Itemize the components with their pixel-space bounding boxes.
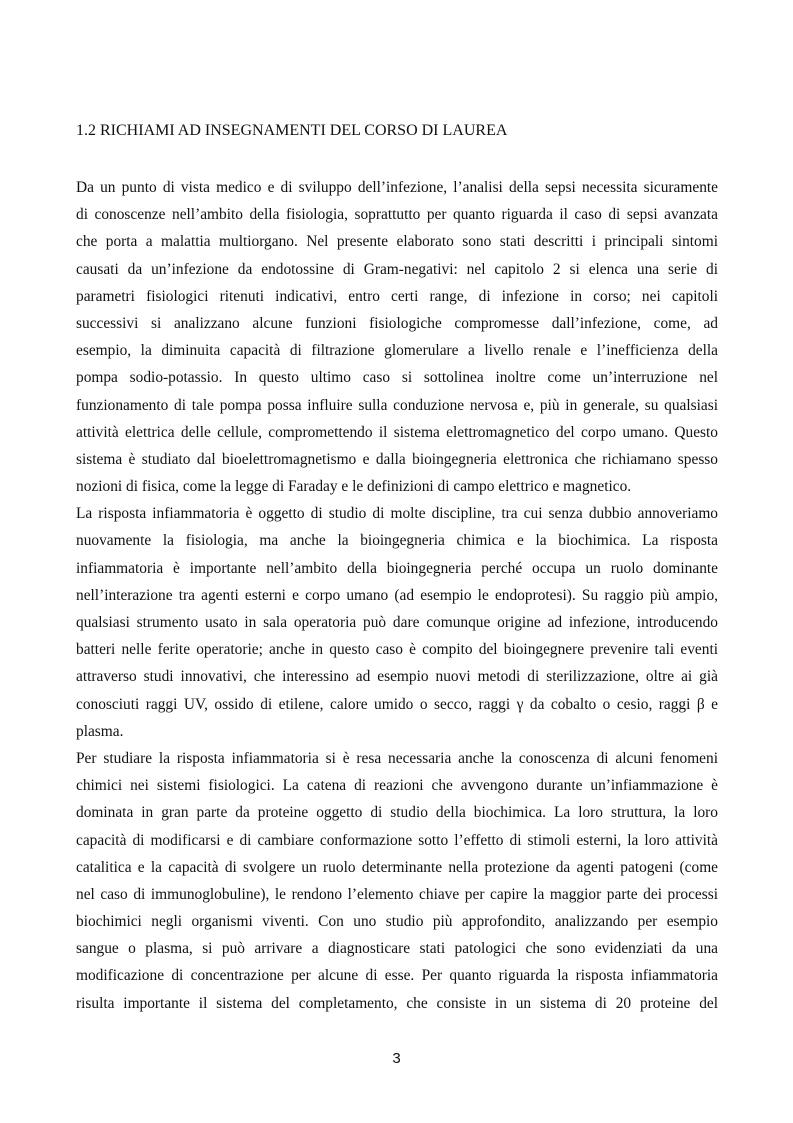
text-line: capacità di modificarsi e di cambiare conformazione sotto l’effetto di stimoli esterni, la loro attività	[76, 831, 718, 849]
paragraph	[76, 500, 718, 745]
text-line: plasma.	[76, 722, 124, 740]
text-line: catalitica e la capacità di svolgere un ruolo determinante nella protezione da agenti patogeni (come	[76, 858, 718, 876]
text-line: esempio, la diminuita capacità di filtrazione glomerulare a livello renale e l’inefficienza della	[76, 342, 718, 360]
text-line: infiammatoria è importante nell’ambito della bioingegneria perché occupa un ruolo dominante	[76, 559, 718, 577]
text-line: attività elettrica delle cellule, compromettendo il sistema elettromagnetico del corpo umano. Questo	[76, 423, 718, 441]
text-line: sangue o plasma, si può arrivare a diagnosticare stati patologici che sono evidenziati da una	[76, 940, 718, 958]
paragraph	[76, 174, 718, 500]
text-line: pompa sodio-potassio. In questo ultimo caso si sottolinea inoltre come un’interruzione nel	[76, 369, 718, 387]
text-line: Da un punto di vista medico e di sviluppo dell’infezione, l’analisi della sepsi necessita sicuramente	[76, 179, 718, 196]
text-line: attraverso studi innovativi, che interessino ad esempio nuovi metodi di sterilizzazione, oltre ai già	[76, 668, 718, 686]
text-line: parametri fisiologici ritenuti indicativi, entro certi range, di infezione in corso; nei capitoli	[76, 287, 718, 305]
text-line: causati da un’infezione da endotossine di Gram-negativi: nel capitolo 2 si elenca una serie di	[76, 260, 718, 278]
text-line: batteri nelle ferite operatorie; anche in questo caso è compito del bioingegnere prevenire tali eventi	[76, 641, 718, 659]
text-line: nuovamente la fisiologia, ma anche la bioingegneria chimica e la biochimica. La risposta	[76, 532, 718, 550]
text-line: nozioni di fisica, come la legge di Faraday e le definizioni di campo elettrico e magnetico.	[76, 478, 632, 496]
text-line: chimici nei sistemi fisiologici. La catena di reazioni che avvengono durante un’infiammazione è	[76, 777, 718, 795]
text-line: nell’interazione tra agenti esterni e corpo umano (ad esempio le endoprotesi). Su raggio più ampio,	[76, 586, 718, 604]
text-line: modificazione di concentrazione per alcune di esse. Per quanto riguarda la risposta infiammatoria	[76, 967, 718, 985]
text-line: di conoscenze nell’ambito della fisiologia, soprattutto per quanto riguarda il caso di sepsi avanzata	[76, 206, 718, 224]
text-line: risulta importante il sistema del completamento, che consiste in un sistema di 20 proteine del	[76, 994, 718, 1012]
text-line: conosciuti raggi UV, ossido di etilene, calore umido o secco, raggi γ da cobalto o cesio, raggi β e	[76, 695, 718, 713]
text-line: La risposta infiammatoria è oggetto di studio di molte discipline, tra cui senza dubbio annoveriamo	[76, 505, 718, 523]
text-line: dominata in gran parte da proteine oggetto di studio della biochimica. La loro struttura, la loro	[76, 804, 718, 822]
text-line: biochimici negli organismi viventi. Con uno studio più approfondito, analizzando per esempio	[76, 913, 718, 931]
text-line: Per studiare la risposta infiammatoria si è resa necessaria anche la conoscenza di alcuni fenomeni	[76, 749, 718, 767]
text-line: successivi si analizzano alcune funzioni fisiologiche compromesse dall’infezione, come, ad	[76, 314, 718, 332]
text-line: sistema è studiato dal bioelettromagnetismo e dalla bioingegneria elettronica che richiamano spesso	[76, 450, 718, 468]
section-heading: 1.2 RICHIAMI AD INSEGNAMENTI DEL CORSO DI LAUREA	[76, 122, 508, 139]
text-line: che porta a malattia multiorgano. Nel presente elaborato sono stati descritti i principali sintomi	[76, 233, 718, 251]
paragraph	[76, 745, 718, 1017]
text-line: nel caso di immunoglobuline), le rendono l’elemento chiave per capire la maggior parte dei processi	[76, 885, 718, 903]
body-text	[76, 174, 718, 1017]
text-line: qualsiasi strumento usato in sala operatoria può dare comunque origine ad infezione, introducendo	[76, 614, 718, 631]
text-line: funzionamento di tale pompa possa influire sulla conduzione nervosa e, più in generale, su qualsiasi	[76, 396, 718, 414]
page-number: 3	[392, 1050, 401, 1067]
